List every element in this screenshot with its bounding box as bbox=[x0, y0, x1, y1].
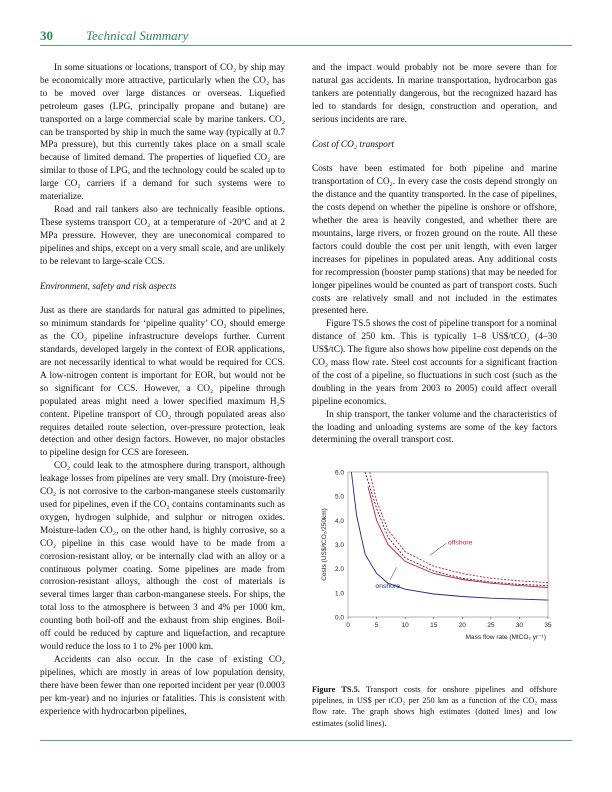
paragraph: CO₂ could leak to the atmosphere during transport, although leakage losses from pipelines are very small. Dry (moisture-free) CO₂ is not corrosive to the carbon-manganese steels customarily used for pipelines, even if the CO₂ contains contaminants such as oxygen, hydrogen sulphide, and sulphur or nitrogen oxides. Moisture-laden CO₂, on the other hand, is highly corrosive, so a CO₂ pipeline in this case would have to be made from a corrosion-resistant alloy, or be internally clad with an alloy or a continuous polymer coating. Some pipelines are made from corrosion-resistant alloys, although the cost of materials is several times larger than carbon-manganese steels. For ships, the total loss to the atmosphere is between 3 and 4% per 1000 km, counting both boil-off and the exhaust from ship engines. Boil-off could be reduced by capture and liquefaction, and recapture would reduce the loss to 1 to 2% per 1000 km. bbox=[40, 461, 285, 652]
paragraph: Costs have been estimated for both pipeline and marine transportation of CO₂. In every case the costs depend strongly on the distance and the quantity transported. In the case of pipelines, the costs depend on whether the pipeline is onshore or offshore, whether the area is heavily congested, and whether there are mountains, large rivers, or frozen ground on the route. All these factors could double the cost per unit length, with even larger increases for pipelines in populated areas. Any additional costs for recompression (booster pump stations) that may be needed for longer pipelines would be counted as part of transport costs. Such costs are relatively small and not included in the estimates presented here. bbox=[312, 164, 558, 317]
y-tick-label: 1.0 bbox=[334, 590, 344, 598]
section-heading: Cost of CO₂ transport bbox=[312, 139, 395, 150]
page-header bbox=[40, 28, 572, 44]
y-tick-label: 4.0 bbox=[334, 517, 344, 525]
cost-chart bbox=[312, 464, 572, 664]
paragraph: Just as there are standards for natural gas admitted to pipelines, so minimum standards for ‘pipeline quality’ CO₂ should emerge as the CO₂ pipeline infrastructure develops further. Current standards, developed largely in the context of EOR applications, are not necessarily identical to what would be required for CCS. A low-nitrogen content is important for EOR, but would not be so significant for CCS. However, a CO₂ pipeline through populated areas might need a lower specified maximum H₂S content. Pipeline transport of CO₂ through populated areas also requires detailed route selection, over-pressure protection, leak detection and other design factors. However, no major obstacles to pipeline design for CCS are foreseen. bbox=[40, 306, 285, 459]
page-number: 30 bbox=[40, 28, 53, 43]
paragraph: Figure TS.5 shows the cost of pipeline transport for a nominal distance of 250 km. This is typically 1–8 US$/tCO₂ (4–30 US$/tC). The figure also shows how pipeline cost depends on the CO₂ mass flow rate. Steel cost accounts for a significant fraction of the cost of a pipeline, so fluctuations in such cost (such as the doubling in the years from 2003 to 2005) could affect overall pipeline economics. bbox=[312, 319, 557, 407]
section-heading: Environment, safety and risk aspects bbox=[40, 281, 177, 292]
figure-caption bbox=[312, 684, 557, 729]
y-tick-label: 6.0 bbox=[334, 469, 344, 477]
x-tick-label: 10 bbox=[401, 622, 409, 629]
y-axis-title: Costs (US$/tCO₂/250km) bbox=[321, 508, 328, 581]
annotation-onshore: onshore bbox=[375, 583, 400, 590]
y-tick-label: 5.0 bbox=[334, 493, 344, 501]
x-tick-label: 5 bbox=[374, 622, 379, 629]
x-tick-label: 35 bbox=[544, 622, 552, 629]
x-tick-label: 0 bbox=[346, 622, 350, 629]
paragraph: In ship transport, the tanker volume and the characteristics of the loading and unloading systems are some of the key factors determining the overall transport cost. bbox=[312, 409, 557, 446]
x-axis-title: Mass flow rate (MtCO₂ yr⁻¹) bbox=[465, 634, 546, 641]
figure-ts5 bbox=[312, 464, 572, 664]
paragraph: and the impact would probably not be more severe than for natural gas accidents. In marine transportation, hydrocarbon gas tankers are potentially dangerous, but the recognized hazard has led to standards for design, construction and operation, and serious incidents are rare. bbox=[312, 63, 557, 125]
caption-label: Figure TS.5. bbox=[312, 685, 360, 694]
y-tick-label: 3.0 bbox=[334, 542, 344, 549]
running-head: Technical Summary bbox=[86, 28, 189, 43]
annotation-offshore: offshore bbox=[448, 539, 473, 547]
footer-rule bbox=[40, 740, 572, 741]
paragraph: Road and rail tankers also are technically feasible options. These systems transport CO₂ at a temperature of -20ºC and at 2 MPa pressure. However, they are uneconomical compared to pipelines and ships, except on a very small scale, and are unlikely to be relevant to large-scale CCS. bbox=[40, 204, 285, 267]
right-column bbox=[312, 62, 557, 447]
y-tick-label: 0.0 bbox=[334, 614, 344, 622]
left-column bbox=[40, 62, 285, 718]
caption-text: Transport costs for onshore pipelines and offshore pipelines, in US$ per tCO₂ per 250 km as a function of the CO₂ mass flow rate. The graph shows high estimates (dotted lines) and low estimates (solid lines). bbox=[312, 685, 557, 728]
x-tick-label: 30 bbox=[515, 622, 524, 629]
x-tick-label: 15 bbox=[430, 622, 438, 629]
x-tick-label: 20 bbox=[458, 622, 466, 629]
x-tick-label: 25 bbox=[487, 622, 495, 629]
header-rule bbox=[40, 45, 572, 46]
paragraph: In some situations or locations, transport of CO₂ by ship may be economically more attractive, particularly when the CO₂ has to be moved over large distances or overseas. Liquefied petroleum gases (LPG, principally propane and butane) are transported on a large commercial scale by marine tankers. CO₂ can be transported by ship in much the same way (typically at 0.7 MPa pressure), but this currently takes place on a small scale because of limited demand. The properties of liquefied CO₂ are similar to those of LPG, and the technology could be scaled up to large CO₂ carriers if a demand for such systems were to materialize. bbox=[40, 63, 285, 203]
paragraph: Accidents can also occur. In the case of existing CO₂ pipelines, which are mostly in areas of low population density, there have been fewer than one reported incident per year (0.0003 per km-year) and no injuries or fatalities. This is consistent with experience with hydrocarbon pipelines, bbox=[40, 654, 285, 717]
y-tick-label: 2.0 bbox=[334, 566, 344, 574]
